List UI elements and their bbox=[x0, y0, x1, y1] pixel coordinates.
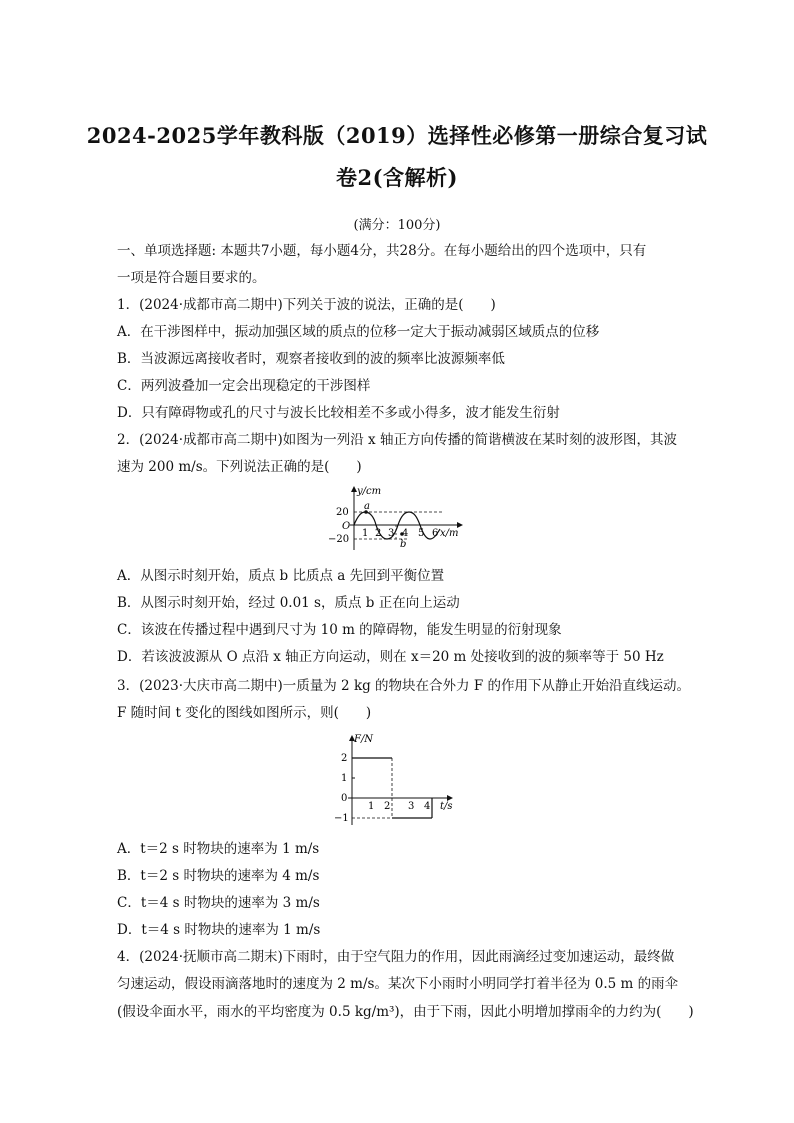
f-tick-neg1: −1 bbox=[334, 813, 349, 824]
score-note: (满分：100分) bbox=[353, 218, 441, 233]
origin-label: O bbox=[342, 521, 351, 532]
y-tick-neg20: −20 bbox=[328, 534, 350, 545]
t-tick-1: 1 bbox=[368, 801, 375, 812]
f-tick-0: 0 bbox=[341, 793, 348, 804]
question-1-option-c: C．两列波叠加一定会出现稳定的干涉图样 bbox=[117, 378, 371, 394]
x-tick-1: 1 bbox=[362, 528, 369, 539]
section-heading: 一、单项选择题: 本题共7小题，每小题4分，共28分。在每小题给出的四个选项中，只有 bbox=[117, 243, 647, 259]
question-1-stem: 1．(2024·成都市高二期中)下列关于波的说法，正确的是( ) bbox=[117, 297, 496, 313]
question-2-option-b: B．从图示时刻开始，经过 0.01 s，质点 b 正在向上运动 bbox=[117, 595, 460, 611]
force-time-figure bbox=[330, 730, 460, 830]
question-2-stem-cont: 速为 200 m/s。下列说法正确的是( ) bbox=[117, 459, 362, 475]
question-2-option-a: A．从图示时刻开始，质点 b 比质点 a 先回到平衡位置 bbox=[117, 568, 445, 584]
question-3-option-a: A．t＝2 s 时物块的速率为 1 m/s bbox=[117, 841, 320, 857]
x-tick-5: 5 bbox=[418, 528, 425, 539]
question-3-option-c: C．t＝4 s 时物块的速率为 3 m/s bbox=[117, 895, 320, 911]
page-title-line2: 卷2(含解析) bbox=[336, 165, 458, 190]
point-a-label: a bbox=[364, 501, 370, 512]
y-axis-label: y/cm bbox=[357, 486, 382, 497]
question-3-stem: 3．(2023·大庆市高二期中)一质量为 2 kg 的物块在合外力 F 的作用下从静止开始沿直线运动。 bbox=[117, 678, 691, 694]
question-2-option-c: C．该波在传播过程中遇到尺寸为 10 m 的障碍物，能发生明显的衍射现象 bbox=[117, 622, 562, 638]
question-3-option-b: B．t＝2 s 时物块的速率为 4 m/s bbox=[117, 868, 320, 884]
section-heading-cont: 一项是符合题目要求的。 bbox=[117, 270, 266, 286]
x-tick-6: 6 bbox=[432, 528, 439, 539]
point-b-label: b bbox=[400, 539, 407, 550]
t-tick-3: 3 bbox=[408, 801, 415, 812]
t-tick-2: 2 bbox=[384, 801, 391, 812]
y-tick-20: 20 bbox=[336, 507, 349, 518]
t-axis-label: t/s bbox=[440, 801, 453, 812]
question-3-option-d: D．t＝4 s 时物块的速率为 1 m/s bbox=[117, 922, 321, 938]
x-tick-2: 2 bbox=[375, 528, 382, 539]
wave-figure bbox=[322, 482, 470, 552]
x-tick-3: 3 bbox=[388, 528, 395, 539]
question-1-option-a: A．在干涉图样中，振动加强区域的质点的位移一定大于振动减弱区域质点的位移 bbox=[117, 324, 600, 340]
f-tick-2: 2 bbox=[341, 753, 348, 764]
t-tick-4: 4 bbox=[424, 801, 431, 812]
question-4-stem-cont: 匀速运动，假设雨滴落地时的速度为 2 m/s。某次下小雨时小明同学打着半径为 0.5 m 的雨伞 bbox=[117, 976, 679, 992]
question-1-option-d: D．只有障碍物或孔的尺寸与波长比较相差不多或小得多，波才能发生衍射 bbox=[117, 405, 560, 421]
page-title: 2024-2025学年教科版（2019）选择性必修第一册综合复习试 bbox=[86, 123, 708, 148]
question-2-stem: 2．(2024·成都市高二期中)如图为一列沿 x 轴正方向传播的简谐横波在某时刻的波形图，其波 bbox=[117, 432, 677, 448]
f-tick-1: 1 bbox=[341, 773, 348, 784]
question-3-stem-cont: F 随时间 t 变化的图线如图所示，则( ) bbox=[117, 705, 372, 721]
question-2-option-d: D．若该波波源从 O 点沿 x 轴正方向运动，则在 x＝20 m 处接收到的波的频率等于 50 Hz bbox=[117, 649, 664, 665]
x-axis-label: x/m bbox=[440, 528, 459, 539]
f-axis-label: F/N bbox=[354, 734, 374, 745]
question-4-stem: 4．(2024·抚顺市高二期末)下雨时，由于空气阻力的作用，因此雨滴经过变加速运动，最终做 bbox=[117, 949, 675, 965]
question-4-stem-cont2: (假设伞面水平，雨水的平均密度为 0.5 kg/m³)，由于下雨，因此小明增加撑雨伞的力约为( ) bbox=[117, 1004, 694, 1020]
question-1-option-b: B．当波源远离接收者时，观察者接收到的波的频率比波源频率低 bbox=[117, 351, 505, 367]
x-tick-4: 4 bbox=[402, 528, 409, 539]
